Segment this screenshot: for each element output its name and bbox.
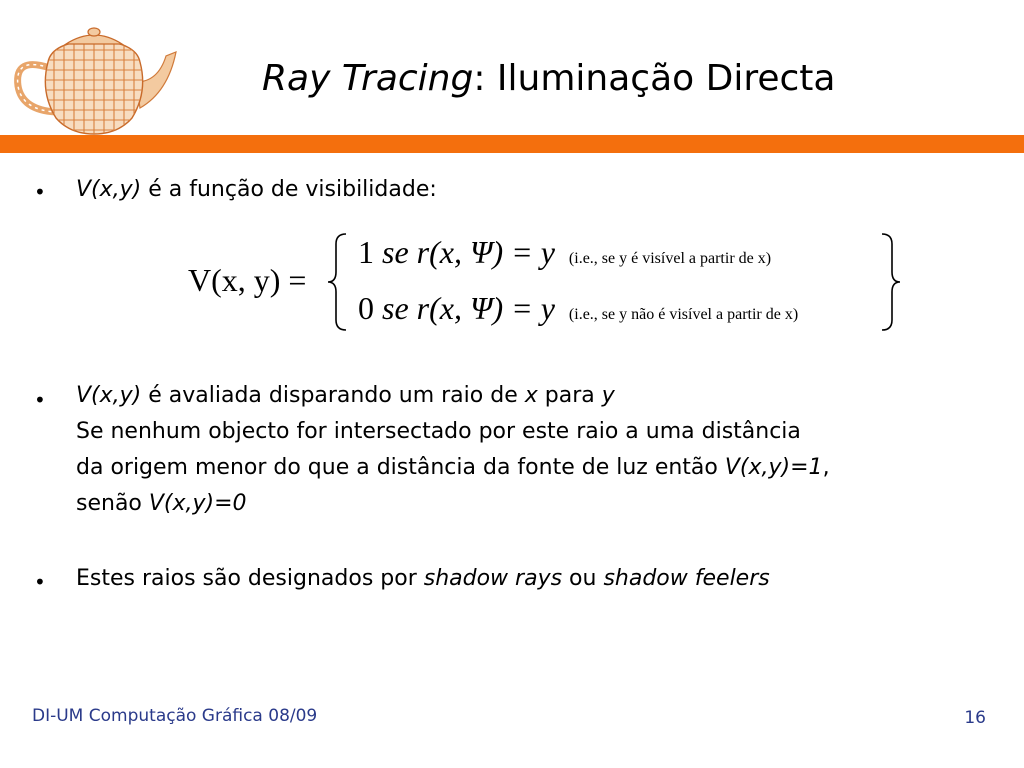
page-number: 16 xyxy=(964,708,986,728)
b1-italic: V(x,y) xyxy=(76,177,142,202)
bullet-2-line-4 xyxy=(76,486,247,522)
row1-note: (i.e., se y é visível a partir de x) xyxy=(568,250,772,267)
b2-l3-text: da origem menor do que a distância da fonte de luz então xyxy=(76,455,725,480)
slide-title xyxy=(262,58,835,99)
footer-text: DI-UM Computação Gráfica 08/09 xyxy=(32,706,318,726)
teapot-wireframe-icon xyxy=(8,22,180,142)
b2-l1-italic-c: y xyxy=(601,383,615,408)
row1-value: 1 xyxy=(358,234,374,270)
bullet-2-line-3 xyxy=(76,450,830,486)
row2-value: 0 xyxy=(358,290,374,326)
header-divider xyxy=(0,135,1024,153)
bullet-marker-2: • xyxy=(34,388,46,412)
bullet-3-text xyxy=(76,561,770,597)
bullet-marker-3: • xyxy=(34,570,46,594)
title-italic: Ray Tracing xyxy=(262,58,474,99)
bullet-2-line-2: Se nenhum objecto for intersectado por este raio a uma distância xyxy=(76,419,801,444)
formula-row-2 xyxy=(358,290,798,327)
left-brace-icon xyxy=(326,232,350,332)
b2-l1-text-b: para xyxy=(537,383,602,408)
row2-note: (i.e., se y não é visível a partir de x) xyxy=(568,306,799,323)
formula-lhs: V(x, y) = xyxy=(188,262,307,298)
b2-l1-italic-a: V(x,y) xyxy=(76,383,142,408)
formula-row-1 xyxy=(358,234,771,271)
bullet-1-text xyxy=(76,172,437,208)
bullet-2-line-1 xyxy=(76,378,615,414)
b1-text: é a função de visibilidade: xyxy=(141,177,437,202)
b2-l1-text-a: é avaliada disparando um raio de xyxy=(141,383,525,408)
b2-l3-end: , xyxy=(822,455,830,480)
b3-italic-b: shadow feelers xyxy=(603,566,770,591)
right-brace-icon xyxy=(878,232,902,332)
b3-text-a: Estes raios são designados por xyxy=(76,566,424,591)
row1-condition: se r(x, Ψ) = y xyxy=(382,234,555,270)
title-rest: : Iluminação Directa xyxy=(473,58,836,99)
b2-l3-italic: V(x,y)=1 xyxy=(724,455,823,480)
b2-l4-italic: V(x,y)=0 xyxy=(148,491,247,516)
b3-text-b: ou xyxy=(562,566,604,591)
bullet-marker-1: • xyxy=(34,180,46,204)
b2-l1-italic-b: x xyxy=(524,383,538,408)
visibility-formula xyxy=(188,228,908,338)
b3-italic-a: shadow rays xyxy=(423,566,563,591)
b2-l4-text: senão xyxy=(76,491,149,516)
row2-condition: se r(x, Ψ) = y xyxy=(382,290,555,326)
